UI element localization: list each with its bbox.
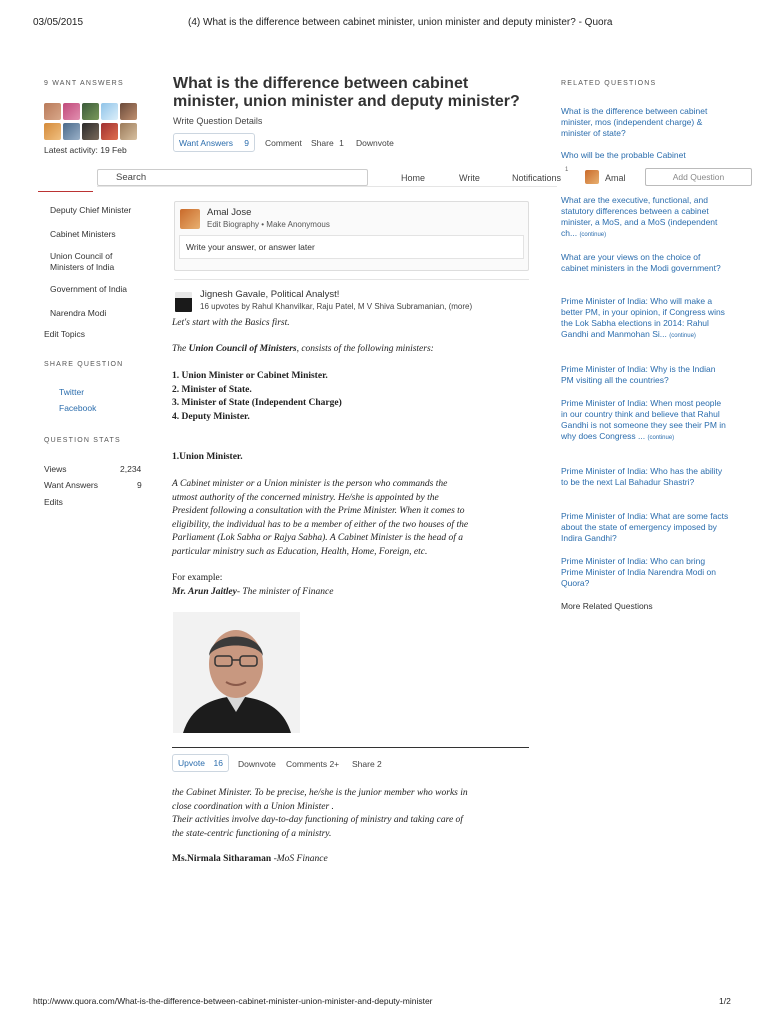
upvote-label: Upvote — [178, 758, 205, 768]
print-page-number: 1/2 — [719, 996, 731, 1006]
related-question[interactable]: Prime Minister of India: Who has the ability to be the next Lal Bahadur Shastri? — [561, 466, 723, 487]
facebook-link[interactable]: Facebook — [59, 403, 97, 413]
ministers-list-item: 2. Minister of State. — [172, 384, 252, 395]
paragraph-line: the Cabinet Minister. To be precise, he/she is the junior member who works in — [172, 788, 468, 798]
answer-upvoters[interactable]: 16 upvotes by Rahul Khanvilkar, Raju Patel, M V Shiva Subramanian, (more) — [200, 302, 473, 311]
question-title: What is the difference between cabinet minister, union minister and deputy minister? — [173, 75, 520, 110]
avatar[interactable] — [82, 123, 99, 140]
mos-name: Ms.Nirmala Sitharaman — [172, 854, 272, 864]
paragraph-line: utmost authority of the concerned ministry. He/she is appointed by the — [172, 492, 439, 503]
avatar[interactable] — [101, 103, 118, 120]
continue-link[interactable]: (continue) — [647, 435, 675, 441]
share-button[interactable] — [311, 138, 344, 148]
share-label: Share — [311, 138, 334, 148]
paragraph-line: eligibility, the individual has to be a member of either of the two houses of the — [172, 519, 469, 530]
avatar[interactable] — [44, 123, 61, 140]
nav-user[interactable]: Amal — [605, 173, 626, 183]
example-role: - The minister of Finance — [236, 587, 334, 597]
topic-cabinet-ministers[interactable]: Cabinet Ministers — [50, 229, 116, 239]
ministers-list — [172, 370, 342, 424]
want-answers-label: Want Answers — [179, 138, 234, 148]
print-date: 03/05/2015 — [33, 17, 84, 28]
share-count: 1 — [339, 138, 344, 148]
paragraph-line: the state-centric functioning of a ministry. — [172, 828, 332, 839]
user-avatar[interactable] — [585, 170, 599, 184]
continue-link[interactable]: (continue) — [579, 232, 607, 238]
stat-views-label: Views — [44, 464, 67, 474]
share-question-heading: SHARE QUESTION — [44, 361, 124, 368]
upvote-count: 16 — [213, 758, 223, 768]
answer-input-placeholder: Write your answer, or answer later — [186, 242, 315, 252]
example-name: Mr. Arun Jaitley — [172, 587, 237, 597]
question-downvote-button[interactable]: Downvote — [356, 138, 394, 148]
related-question[interactable]: What is the difference between cabinet minister, mos (independent charge) & minister of state? — [561, 106, 708, 138]
topic-government-of-india[interactable]: Government of India — [50, 284, 128, 294]
mos-role: -MoS Finance — [271, 854, 328, 864]
answer-intro: Let's start with the Basics first. — [172, 318, 290, 328]
avatar[interactable] — [82, 103, 99, 120]
stat-views-value: 2,234 — [120, 464, 142, 474]
answer-council-line — [172, 344, 434, 354]
section-heading: 1.Union Minister. — [172, 452, 243, 462]
topic-union-council[interactable]: Union Council of Ministers of India — [50, 251, 115, 272]
nav-notifications[interactable]: Notifications — [512, 173, 562, 183]
answer-downvote-button[interactable]: Downvote — [238, 759, 276, 769]
answer-share-button[interactable]: Share 2 — [352, 759, 382, 769]
related-question[interactable]: Prime Minister of India: What are some facts about the state of emergency imposed by Indira Gandhi? — [561, 511, 729, 543]
upvote-button[interactable] — [172, 754, 229, 772]
for-example-label: For example: — [172, 573, 223, 583]
related-question[interactable]: Prime Minister of India: Why is the Indian PM visiting all the countries? — [561, 364, 716, 385]
answer-actions-divider — [172, 747, 529, 748]
answer-composer — [174, 201, 529, 271]
search-placeholder: Search — [116, 172, 147, 183]
ministers-list-item: 1. Union Minister or Cabinet Minister. — [172, 371, 328, 381]
want-answers-heading: 9 WANT ANSWERS — [44, 80, 124, 87]
answer-comments-button[interactable]: Comments 2+ — [286, 759, 340, 769]
nav-home[interactable]: Home — [401, 173, 426, 183]
want-answers-count: 9 — [244, 138, 249, 148]
question-stats-heading: QUESTION STATS — [44, 437, 121, 444]
example-line — [172, 587, 333, 597]
related-question[interactable]: Prime Minister of India: Who will make a better PM, in your opinion, if Congress wins the Lok Sabha elections in 2014: Rahul Gandhi and Manmohan Si... (continue) — [561, 296, 725, 339]
want-answers-button[interactable] — [173, 133, 255, 152]
divider — [38, 191, 93, 192]
wanters-avatars — [44, 103, 144, 140]
council-pre: The — [172, 344, 189, 354]
paragraph-line: particular ministry such as Education, Health, Home, Foreign, etc. — [172, 546, 428, 557]
mos-example-line — [172, 854, 328, 864]
answer-author[interactable]: Jignesh Gavale, Political Analyst! — [200, 289, 340, 300]
notifications-badge: 1 — [565, 167, 569, 173]
latest-activity: Latest activity: 19 Feb — [44, 145, 127, 155]
related-question[interactable]: Prime Minister of India: When most people in our country think and believe that Rahul Gandhi is not someone they see their PM in why does Congress ... (continue) — [561, 398, 726, 441]
council-bold: Union Council of Ministers — [188, 344, 297, 354]
composer-divider — [174, 279, 529, 280]
related-question[interactable]: Who will be the probable Cabinet — [561, 150, 686, 160]
continue-link[interactable]: (continue) — [669, 333, 696, 339]
avatar[interactable] — [63, 123, 80, 140]
stat-edits-label: Edits — [44, 497, 63, 507]
paragraph-line: A Cabinet minister or a Union minister is the person who commands the — [172, 479, 448, 489]
mos-paragraph — [172, 787, 468, 841]
avatar[interactable] — [120, 123, 137, 140]
paragraph-line: President following a consultation with the Prime Minister. When it comes to — [172, 506, 465, 517]
related-questions-heading: RELATED QUESTIONS — [561, 80, 657, 87]
ministers-list-item: 3. Minister of State (Independent Charge) — [172, 398, 342, 408]
search-input[interactable] — [97, 169, 368, 186]
council-post: , consists of the following ministers: — [296, 344, 434, 354]
composer-subline[interactable]: Edit Biography • Make Anonymous — [207, 220, 330, 229]
nav-divider — [97, 186, 557, 187]
ministers-list-item: 4. Deputy Minister. — [172, 411, 250, 422]
nav-write[interactable]: Write — [459, 173, 480, 183]
arun-jaitley-photo — [173, 612, 300, 733]
avatar[interactable] — [63, 103, 80, 120]
edit-topics-link[interactable]: Edit Topics — [44, 329, 85, 339]
stat-want-label: Want Answers — [44, 480, 99, 490]
topic-deputy-chief-minister[interactable]: Deputy Chief Minister — [50, 205, 132, 215]
related-question[interactable]: What are the executive, functional, and statutory differences between a cabinet minister, a MoS, and a MoS (independent ch... (continue) — [561, 195, 718, 238]
answer-text-input[interactable] — [179, 235, 524, 259]
author-avatar[interactable] — [175, 292, 192, 312]
union-minister-paragraph — [172, 478, 468, 560]
print-title: (4) What is the difference between cabinet minister, union minister and deputy minister? - Quora — [188, 17, 613, 28]
avatar[interactable] — [120, 103, 137, 120]
related-question[interactable]: What are your views on the choice of cabinet ministers in the Modi government? — [561, 252, 721, 273]
twitter-link[interactable]: Twitter — [59, 387, 85, 397]
add-question-button[interactable]: Add Question — [645, 168, 752, 186]
comment-button[interactable]: Comment — [265, 138, 302, 148]
print-url: http://www.quora.com/What-is-the-difference-between-cabinet-minister-union-minister-and-deputy-minister — [33, 996, 433, 1006]
paragraph-line: close coordination with a Union Minister . — [172, 801, 334, 812]
composer-avatar — [180, 209, 200, 229]
stat-want-value: 9 — [137, 480, 142, 490]
more-related-questions-link[interactable]: More Related Questions — [561, 601, 653, 611]
composer-user-name[interactable]: Amal Jose — [207, 207, 252, 218]
avatar[interactable] — [44, 103, 61, 120]
write-question-details-link[interactable]: Write Question Details — [173, 116, 263, 126]
topic-narendra-modi[interactable]: Narendra Modi — [50, 308, 107, 318]
paragraph-line: Parliament (Lok Sabha or Rajya Sabha). A Cabinet Minister is the head of a — [172, 533, 463, 544]
paragraph-line: Their activities involve day-to-day functioning of ministry and taking care of — [172, 815, 463, 826]
avatar[interactable] — [101, 123, 118, 140]
related-question[interactable]: Prime Minister of India: Who can bring Prime Minister of India Narendra Modi on Quora? — [561, 556, 716, 588]
